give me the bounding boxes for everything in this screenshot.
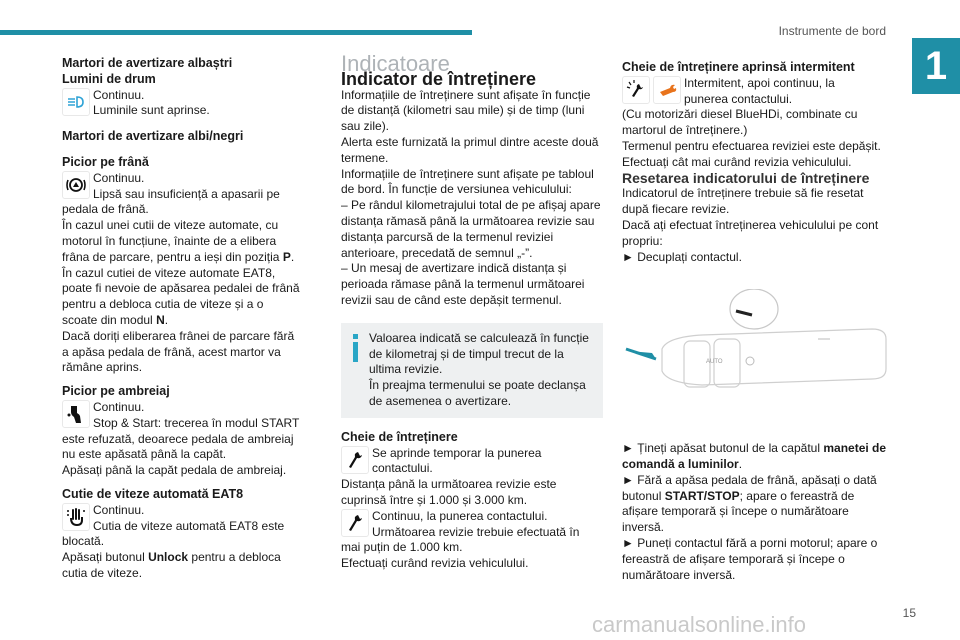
key-line3b: Următoarea revizie trebuie efectuată în [372, 524, 580, 539]
key-line1b: contactului. [372, 461, 433, 476]
key-line4: Efectuați curând revizia vehiculului. [341, 556, 529, 571]
brake-para2-end: . [164, 312, 169, 327]
wrench-icon [341, 446, 369, 474]
maint-para1: Informațiile de întreținere sunt afișate în funcție de distanță (kilometri sau mile) și de timp (luni sau zile). [341, 87, 591, 134]
low-beam-title: Lumini de drum [62, 71, 156, 86]
key-line2: Distanța până la următoarea revizie este cuprinsă între și 1.000 și 3.000 km. [341, 477, 557, 507]
gearbox-title: Cutie de viteze automată EAT8 [62, 486, 244, 501]
brake-line1: Continuu. [93, 170, 145, 185]
watermark: carmanualsonline.info [592, 612, 807, 637]
clutch-line1: Continuu. [93, 399, 145, 414]
key-line3c: mai puțin de 1.000 km. [341, 540, 463, 555]
gearbox-line2: Cutia de viteze automată EAT8 este [93, 518, 285, 533]
brake-para1-text: În cazul unei cutii de viteze automate, cu motorul în funcțiune, înainte de a elibera frâna de parcare, pentru a ieși din poziția [62, 218, 283, 264]
blink-line1: Intermitent, apoi continuu, la [684, 75, 835, 90]
info-note [341, 323, 603, 418]
stalk-name: manetei de comandă a luminilor [622, 441, 887, 471]
step1-end: . [738, 456, 743, 471]
gear-n-label: N [156, 312, 165, 327]
step2 [622, 473, 892, 536]
blink-title: Cheie de întreținere aprinsă intermitent [622, 60, 855, 74]
low-beam-icon [62, 88, 90, 116]
key-line3: Continuu, la punerea contactului. [372, 508, 548, 523]
clutch-line2: Stop & Start: trecerea în modul START [93, 415, 300, 430]
brake-para2 [62, 266, 302, 329]
orange-wrench-icon [653, 76, 681, 104]
reset-title: Resetarea indicatorului de întreținere [622, 169, 870, 186]
white-lamps-heading: Martori de avertizare albi/negri [62, 129, 244, 144]
key-line1: Se aprinde temporar la punerea [372, 445, 542, 460]
clutch-foot-icon [62, 400, 90, 428]
step1 [622, 441, 892, 473]
page-number: 15 [902, 606, 916, 620]
low-beam-row [62, 88, 302, 120]
low-beam-line2: Luminile sunt aprinse. [93, 103, 210, 118]
brake-foot-icon [62, 171, 90, 199]
reset-line3: ► Decuplați contactul. [622, 249, 742, 264]
maint-para4: – Pe rândul kilometrajului total de pe afișaj apare distanța rămasă până la următoarea revizie sau distanța parcursă de la termenul reviziei anterioare, precedată de semnul „-”. [341, 198, 601, 260]
brake-row [62, 171, 302, 203]
stalk-auto-label: AUTO [706, 359, 723, 366]
brake-line3: pedala de frână. [62, 202, 149, 217]
blink-row [622, 76, 892, 108]
unlock-label: Unlock [148, 550, 189, 565]
blink-line2: punerea contactului. [684, 91, 793, 106]
brake-para1 [62, 218, 302, 265]
gearbox-line3: blocată. [62, 534, 105, 549]
clutch-title: Picior pe ambreiaj [62, 384, 170, 399]
wrench-icon [341, 509, 369, 537]
maintenance-indicator-title: Indicator de întreținere [341, 68, 537, 89]
step2-end: ; apare o fereastră de afișare temporară și începe o numărătoare inversă. [622, 488, 855, 535]
brake-para3: Dacă doriți eliberarea frânei de parcare fără a apăsa pedala de frână, acest martor va rămâne aprins. [62, 328, 295, 375]
step1-text: ► Țineți apăsat butonul de la capătul [622, 441, 824, 456]
gear-p-label: P [282, 249, 291, 264]
blink-line4: Termenul pentru efectuarea reviziei este depășit. Efectuați cât mai curând revizia vehiculului. [622, 138, 881, 169]
wrench-blink-icon [622, 76, 650, 104]
left-column [62, 56, 302, 582]
brake-line2: Lipsă sau insuficiență a apasarii pe [93, 186, 280, 201]
reset-line2: Dacă ați efectuat întreținerea vehiculului pe cont propriu: [622, 217, 879, 248]
reset-line1: Indicatorul de întreținere trebuie să fie resetat după fiecare revizie. [622, 186, 864, 217]
maint-para3: Informațiile de întreținere sunt afișate pe tabloul de bord. În funcție de versiunea vehiculului: [341, 166, 594, 197]
gearbox-line4-end: pentru a debloca cutia de viteze. [62, 550, 281, 580]
blink-line3: (Cu motorizări diesel BlueHDi, combinate cu martorul de întreținere.) [622, 107, 858, 138]
middle-column [341, 51, 603, 572]
clutch-line4: Apăsați până la capăt pedala de ambreiaj. [62, 463, 287, 478]
info-icon [349, 331, 361, 410]
note-line1: Valoarea indicată se calculează în funcție de kilometraj și de timpul trecut de la ultima revizie. [369, 330, 589, 377]
key-row-2 [341, 509, 603, 541]
step2-text: ► Fără a apăsa pedala de frână, apăsați o dată butonul [622, 472, 877, 503]
step3: ► Puneți contactul fără a porni motorul; apare o fereastră de afișare temporară și începe o numărătoare inversă. [622, 535, 878, 582]
right-column [622, 56, 892, 583]
gearbox-row [62, 503, 302, 535]
brake-title: Picior pe frână [62, 154, 149, 169]
gearbox-line1: Continuu. [93, 502, 145, 517]
blue-lamps-heading: Martori de avertizare albaștri [62, 56, 233, 70]
key-title: Cheie de întreținere [341, 429, 458, 444]
clutch-line3: este refuzată, deoarece pedala de ambreiaj nu este apăsată până la capăt. [62, 431, 294, 462]
chapter-tab: 1 [912, 38, 960, 94]
low-beam-line1: Continuu. [93, 87, 145, 102]
lighting-stalk-diagram [622, 289, 892, 424]
running-header: Instrumente de bord [778, 24, 886, 38]
key-row-1 [341, 446, 603, 478]
clutch-row [62, 400, 302, 432]
gearbox-line4-text: Apăsați butonul [62, 550, 149, 565]
gearbox-line4 [62, 550, 302, 582]
start-stop-label: START/STOP [664, 488, 740, 503]
section-title: Indicatoare [341, 51, 450, 76]
gearbox-hand-icon [62, 503, 90, 531]
top-accent-bar [0, 30, 472, 35]
brake-para1-end: . [290, 249, 295, 264]
maint-para5: – Un mesaj de avertizare indică distanța și perioada rămase până la termenul următoarei revizii sau de când este depășit termenul. [341, 261, 585, 307]
note-line2: În preajma termenului se poate declanșa de asemenea o avertizare. [369, 378, 586, 408]
maint-para2: Alerta este furnizată la primul dintre aceste două termene. [341, 134, 599, 165]
brake-para2-text: În cazul cutiei de viteze automate EAT8, poate fi nevoie de apăsarea pedalei de frână pentru a debloca cutia de viteze și a o scoate din modul [62, 265, 300, 327]
